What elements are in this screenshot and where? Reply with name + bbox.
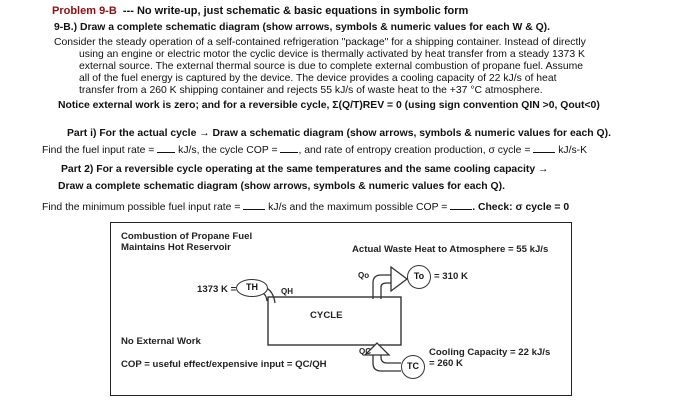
qh-label: QH	[281, 287, 293, 296]
min-fuel-unit: kJ/s and the maximum possible COP =	[268, 202, 448, 213]
entropy-question: , and rate of entropy creation production, σ cycle =	[298, 145, 531, 156]
to-label: To	[413, 271, 425, 281]
problem-header	[52, 5, 468, 17]
tc-label: TC	[407, 361, 419, 371]
cold-temperature-value: = 260 K	[429, 358, 463, 369]
cop-definition: COP = useful effect/expensive input = QC/QH	[121, 359, 327, 370]
max-cop-blank[interactable]	[450, 200, 472, 210]
to-value: = 310 K	[434, 271, 468, 282]
fuel-rate-question: Find the fuel input rate =	[42, 145, 155, 156]
min-fuel-question: Find the minimum possible fuel input rate =	[42, 202, 241, 213]
source-label-2: Maintains Hot Reservoir	[121, 242, 231, 253]
hot-reservoir-node	[236, 279, 268, 297]
cycle-box	[268, 297, 401, 345]
atmosphere-node	[407, 265, 431, 289]
part2-draw: Draw a complete schematic diagram (show arrows, symbols & numeric values for each Q).	[58, 181, 505, 192]
description-line-1: Consider the steady operation of a self-contained refrigeration "package" for a shipping container. Instead of directly	[54, 37, 586, 48]
entropy-unit: kJ/s-K	[558, 145, 588, 156]
problem-note: --- No write-up, just schematic & basic equations in symbolic form	[122, 5, 469, 17]
description-line-4: all of the fuel energy is captured by the device. The device provides a cooling capacity of 22 kJ/s of heat	[79, 73, 557, 84]
source-label-1: Combustion of Propane Fuel	[121, 231, 253, 242]
part1-lead: Part i) For the actual cycle → Draw a schematic diagram (show arrows, symbols & numeric values for each Q).	[67, 128, 611, 139]
part1-questions	[42, 143, 587, 157]
qo-heat-arrow	[373, 275, 393, 299]
fuel-rate-blank[interactable]	[157, 143, 175, 153]
no-external-work-label: No External Work	[121, 336, 201, 347]
problem-title: Problem 9-B	[52, 5, 117, 17]
description-line-2: using an engine or electric motor the cyclic device is thermally activated by heat transfer from a steady 1373 K	[79, 49, 585, 60]
schematic-diagram	[110, 222, 572, 396]
description-line-5: transfer from a 260 K shipping container and rejects 55 kJ/s of waste heat to the +37 °C atmosphere.	[79, 85, 543, 96]
qc-label: QC	[359, 347, 371, 356]
part2-questions	[42, 200, 569, 214]
cold-space-node	[401, 355, 425, 379]
min-fuel-blank[interactable]	[243, 200, 265, 210]
waste-heat-label: Actual Waste Heat to Atmosphere = 55 kJ/s	[352, 244, 549, 255]
description-line-3: external source. The external thermal source is due to complete external combustion of propane fuel. Assume	[79, 61, 584, 72]
part2-lead: Part 2) For a reversible cycle operating at the same temperatures and the same cooling capacity →	[61, 164, 549, 175]
hot-temperature-label: 1373 K =	[197, 284, 237, 295]
cycle-label: CYCLE	[310, 310, 343, 321]
cop-blank[interactable]	[280, 143, 298, 153]
entropy-blank[interactable]	[533, 143, 555, 153]
th-label: TH	[246, 282, 258, 292]
fuel-rate-unit: kJ/s, the cycle COP =	[178, 145, 278, 156]
part-b-lead: 9-B.) Draw a complete schematic diagram (show arrows, symbols & numeric values for each W & Q).	[54, 22, 551, 33]
qo-label: Qo	[358, 271, 370, 280]
check-text: . Check: σ cycle = 0	[472, 202, 570, 213]
cooling-capacity-label: Cooling Capacity = 22 kJ/s	[429, 347, 551, 358]
notice-line: Notice external work is zero; and for a reversible cycle, Σ(Q/T)REV = 0 (using sign convention QIN >0, Qout<0)	[58, 100, 600, 111]
